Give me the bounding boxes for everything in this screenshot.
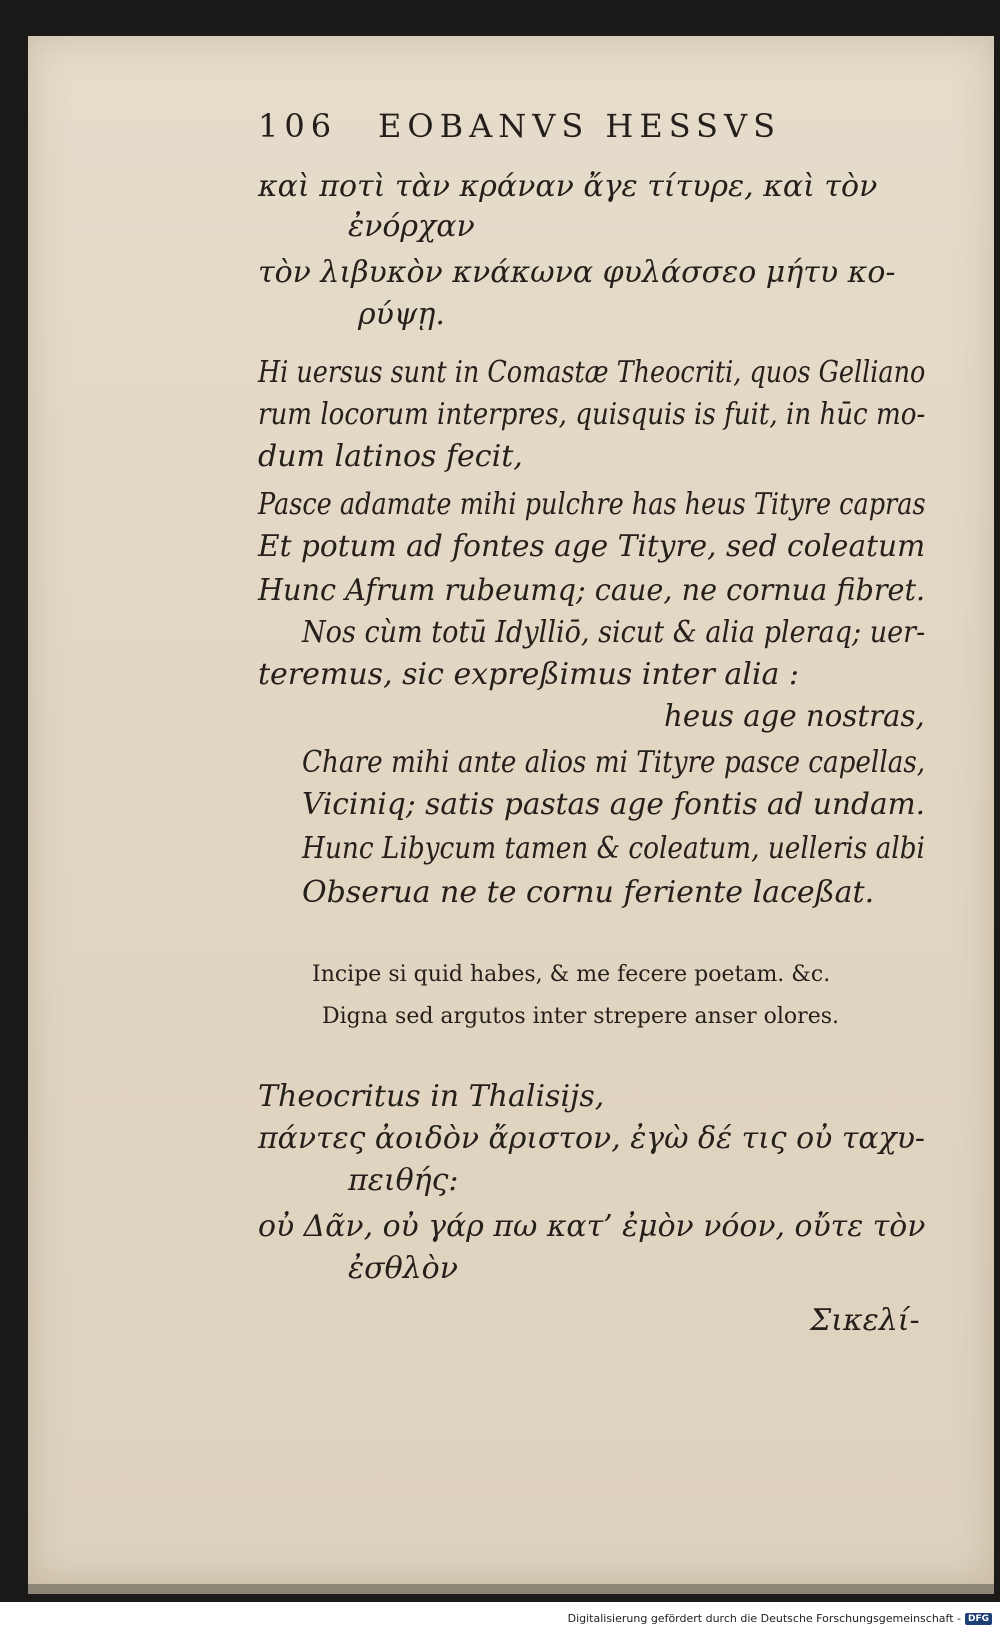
verse-line-17: Obserua ne te cornu feriente laceßat. [302,875,875,910]
text-line-20: Theocritus in Thalisijs, [258,1079,605,1114]
greek-line-4: ρύψῃ. [358,297,445,332]
credit-text: Digitalisierung gefördert durch die Deutsche Forschungsgemeinschaft - [567,1612,961,1625]
verse-line-14: Chare mihi ante alios mi Tityre pasce capellas, [302,745,926,780]
quote-line-18: Incipe si quid habes, & me fecere poetam. &c. [312,962,831,987]
catchword: Σικελί- [810,1303,920,1338]
greek-line-22: πειθής: [348,1163,459,1198]
running-title: EOBANVS HESSVS [378,107,781,145]
greek-line-24: ἐσθλὸν [348,1251,458,1286]
verse-line-15: Viciniq; satis pastas age fontis ad undam. [302,787,926,822]
greek-line-2: ἐνόρχαν [348,209,475,244]
greek-line-23: οὐ Δᾶν, οὐ γάρ πω κατ’ ἐμὸν νόον, οὔτε τὸν [258,1209,926,1244]
digitization-credit [568,1612,992,1625]
text-line-9: Et potum ad fontes age Tityre, sed coleatum [258,529,926,564]
text-line-10: Hunc Afrum rubeumq; caue, ne cornua fibret. [258,573,926,608]
text-line-8: Pasce adamate mihi pulchre has heus Tityre capras [258,487,926,522]
text-line-6: rum locorum interpres, quisquis is fuit, in hūc mo- [258,397,926,432]
text-line-12: teremus, sic expreßimus inter alia : [258,657,799,692]
page-edge [28,1584,994,1594]
text-line-5: Hi uersus sunt in Comastæ Theocriti, quos Gelliano [258,355,926,390]
text-line-13: heus age nostras, [664,699,925,734]
greek-line-21: πάντες ἀοιδὸν ἄριστον, ἐγὼ δέ τις οὐ ταχυ- [258,1121,925,1156]
greek-line-3: τὸν λιβυκὸν κνάκωνα φυλάσσεο μήτυ κο- [258,255,896,290]
page-number: 106 [258,107,338,145]
text-line-7: dum latinos fecit, [258,439,523,474]
greek-line-1: καὶ ποτὶ τὰν κράναν ἄγε τίτυρε, καὶ τὸν [258,169,878,204]
dfg-logo-icon: DFG [965,1613,992,1625]
text-line-11: Nos cùm totū Idylliō, sicut & alia pleraq; uer- [302,615,926,650]
quote-line-19: Digna sed argutos inter strepere anser olores. [322,1004,839,1029]
verse-line-16: Hunc Libycum tamen & coleatum, uelleris albi [302,831,925,866]
